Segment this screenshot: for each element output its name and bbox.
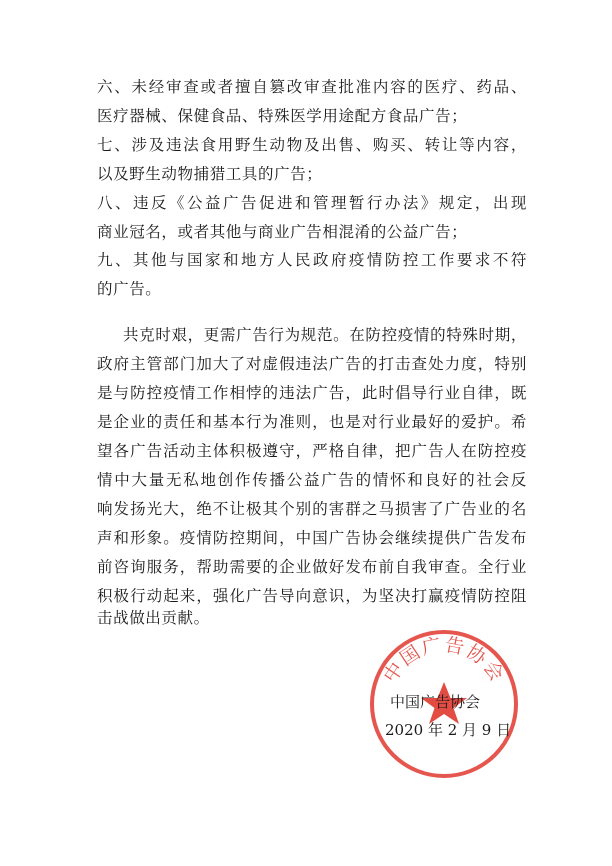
item-8-line-2: 商业冠名，或者其他与商业广告相混淆的公益广告； (97, 223, 468, 241)
item-9-line-1: 九、其他与国家和地方人民政府疫情防控工作要求不符 (97, 251, 527, 269)
closing-line-3: 是与防控疫情工作相悖的违法广告，此时倡导行业自律，既 (97, 384, 527, 402)
item-6-line-2: 医疗器械、保健食品、特殊医学用途配方食品广告； (97, 107, 468, 125)
item-7-line-2: 以及野生动物捕猎工具的广告； (97, 165, 323, 183)
closing-line-10: 积极行动起来，强化广告导向意识，为坚决打赢疫情防控阻 (97, 587, 527, 605)
closing-line-2: 政府主管部门加大了对虚假违法广告的打击查处力度，特别 (97, 355, 527, 373)
signature-date: 2020 年 2 月 9 日 (385, 721, 512, 739)
closing-line-4: 是企业的责任和基本行为准则，也是对行业最好的爱护。希 (97, 413, 527, 431)
closing-line-11: 击战做出贡献。 (97, 609, 210, 627)
closing-line-9: 前咨询服务，帮助需要的企业做好发布前自我审查。全行业 (97, 558, 527, 576)
svg-text:中国广告协会: 中国广告协会 (379, 633, 509, 687)
closing-line-6: 情中大量无私地创作传播公益广告的情怀和良好的社会反 (97, 471, 527, 489)
item-7-line-1: 七、涉及违法食用野生动物及出售、购买、转让等内容， (97, 136, 527, 154)
item-8-line-1: 八、违反《公益广告促进和管理暂行办法》规定，出现 (97, 194, 527, 212)
item-9-line-2: 的广告。 (97, 280, 162, 298)
item-6-line-1: 六、未经审查或者擅自篡改审查批准内容的医疗、药品、 (97, 78, 527, 96)
closing-line-5: 望各广告活动主体积极遵守，严格自律，把广告人在防控疫 (97, 442, 527, 460)
signature-organization: 中国广告协会 (390, 693, 481, 711)
closing-line-7: 响发扬光大，绝不让极其个别的害群之马损害了广告业的名 (97, 500, 527, 518)
closing-line-8: 声和形象。疫情防控期间，中国广告协会继续提供广告发布 (97, 529, 527, 547)
closing-line-1: 共克时艰，更需广告行为规范。在防控疫情的特殊时期， (123, 326, 527, 344)
